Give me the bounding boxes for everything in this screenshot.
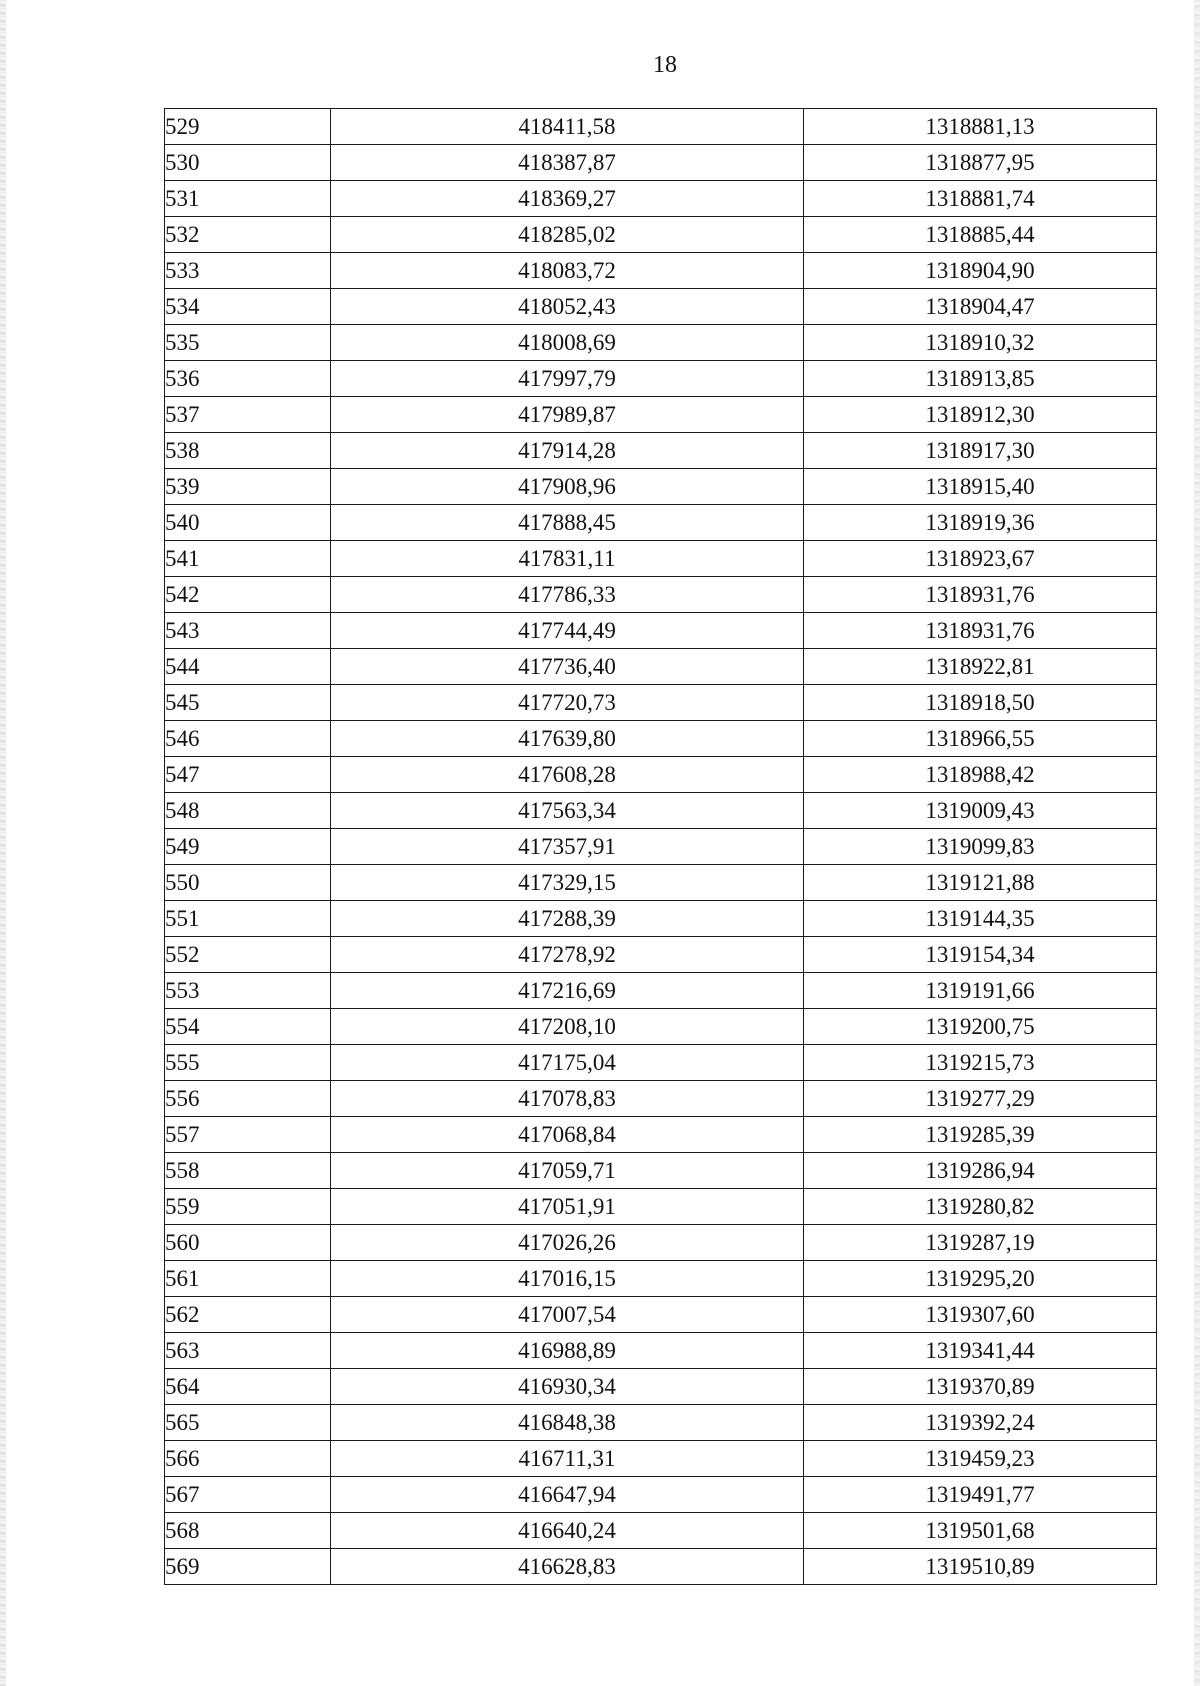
point-number-cell: 530 bbox=[165, 145, 331, 181]
table-row bbox=[165, 433, 1157, 469]
y-coordinate-cell: 1319295,20 bbox=[804, 1261, 1157, 1297]
y-coordinate-cell: 1318881,13 bbox=[804, 109, 1157, 145]
y-coordinate-cell: 1318904,90 bbox=[804, 253, 1157, 289]
table-row bbox=[165, 1045, 1157, 1081]
y-coordinate-cell: 1318931,76 bbox=[804, 577, 1157, 613]
point-number-cell: 564 bbox=[165, 1369, 331, 1405]
table-row bbox=[165, 1261, 1157, 1297]
table-row bbox=[165, 649, 1157, 685]
point-number-cell: 549 bbox=[165, 829, 331, 865]
y-coordinate-cell: 1319285,39 bbox=[804, 1117, 1157, 1153]
x-coordinate-cell: 418369,27 bbox=[331, 181, 804, 217]
point-number-cell: 543 bbox=[165, 613, 331, 649]
y-coordinate-cell: 1318918,50 bbox=[804, 685, 1157, 721]
x-coordinate-cell: 416930,34 bbox=[331, 1369, 804, 1405]
point-number-cell: 559 bbox=[165, 1189, 331, 1225]
table-row bbox=[165, 397, 1157, 433]
point-number-cell: 555 bbox=[165, 1045, 331, 1081]
point-number-cell: 547 bbox=[165, 757, 331, 793]
point-number-cell: 537 bbox=[165, 397, 331, 433]
point-number-cell: 544 bbox=[165, 649, 331, 685]
x-coordinate-cell: 417357,91 bbox=[331, 829, 804, 865]
scan-edge-left bbox=[0, 0, 6, 1686]
y-coordinate-cell: 1319510,89 bbox=[804, 1549, 1157, 1585]
y-coordinate-cell: 1318910,32 bbox=[804, 325, 1157, 361]
table-row bbox=[165, 109, 1157, 145]
table-row bbox=[165, 1333, 1157, 1369]
x-coordinate-cell: 417989,87 bbox=[331, 397, 804, 433]
y-coordinate-cell: 1319341,44 bbox=[804, 1333, 1157, 1369]
x-coordinate-cell: 417563,34 bbox=[331, 793, 804, 829]
y-coordinate-cell: 1319307,60 bbox=[804, 1297, 1157, 1333]
y-coordinate-cell: 1318881,74 bbox=[804, 181, 1157, 217]
point-number-cell: 554 bbox=[165, 1009, 331, 1045]
x-coordinate-cell: 417329,15 bbox=[331, 865, 804, 901]
table-row bbox=[165, 325, 1157, 361]
table-row bbox=[165, 613, 1157, 649]
y-coordinate-cell: 1319200,75 bbox=[804, 1009, 1157, 1045]
x-coordinate-cell: 417639,80 bbox=[331, 721, 804, 757]
table-row bbox=[165, 1153, 1157, 1189]
x-coordinate-cell: 417736,40 bbox=[331, 649, 804, 685]
x-coordinate-cell: 417786,33 bbox=[331, 577, 804, 613]
table-row bbox=[165, 901, 1157, 937]
point-number-cell: 551 bbox=[165, 901, 331, 937]
y-coordinate-cell: 1319154,34 bbox=[804, 937, 1157, 973]
table-row bbox=[165, 1189, 1157, 1225]
x-coordinate-cell: 418008,69 bbox=[331, 325, 804, 361]
table-row bbox=[165, 1369, 1157, 1405]
y-coordinate-cell: 1319370,89 bbox=[804, 1369, 1157, 1405]
point-number-cell: 565 bbox=[165, 1405, 331, 1441]
scan-edge-right bbox=[1194, 0, 1200, 1686]
table-row bbox=[165, 1009, 1157, 1045]
point-number-cell: 560 bbox=[165, 1225, 331, 1261]
x-coordinate-cell: 417026,26 bbox=[331, 1225, 804, 1261]
x-coordinate-cell: 417888,45 bbox=[331, 505, 804, 541]
x-coordinate-cell: 416848,38 bbox=[331, 1405, 804, 1441]
x-coordinate-cell: 417831,11 bbox=[331, 541, 804, 577]
y-coordinate-cell: 1319501,68 bbox=[804, 1513, 1157, 1549]
y-coordinate-cell: 1319009,43 bbox=[804, 793, 1157, 829]
x-coordinate-cell: 416988,89 bbox=[331, 1333, 804, 1369]
y-coordinate-cell: 1318988,42 bbox=[804, 757, 1157, 793]
table-row bbox=[165, 685, 1157, 721]
y-coordinate-cell: 1318915,40 bbox=[804, 469, 1157, 505]
table-row bbox=[165, 145, 1157, 181]
point-number-cell: 540 bbox=[165, 505, 331, 541]
y-coordinate-cell: 1319392,24 bbox=[804, 1405, 1157, 1441]
table-row bbox=[165, 937, 1157, 973]
table-row bbox=[165, 1297, 1157, 1333]
table-row bbox=[165, 1081, 1157, 1117]
point-number-cell: 558 bbox=[165, 1153, 331, 1189]
point-number-cell: 557 bbox=[165, 1117, 331, 1153]
x-coordinate-cell: 418411,58 bbox=[331, 109, 804, 145]
y-coordinate-cell: 1319280,82 bbox=[804, 1189, 1157, 1225]
table-row bbox=[165, 181, 1157, 217]
x-coordinate-cell: 417744,49 bbox=[331, 613, 804, 649]
y-coordinate-cell: 1318912,30 bbox=[804, 397, 1157, 433]
y-coordinate-cell: 1318913,85 bbox=[804, 361, 1157, 397]
table-row bbox=[165, 361, 1157, 397]
point-number-cell: 534 bbox=[165, 289, 331, 325]
table-row bbox=[165, 289, 1157, 325]
coordinates-table-body bbox=[165, 109, 1157, 1585]
y-coordinate-cell: 1319121,88 bbox=[804, 865, 1157, 901]
point-number-cell: 536 bbox=[165, 361, 331, 397]
point-number-cell: 529 bbox=[165, 109, 331, 145]
x-coordinate-cell: 417914,28 bbox=[331, 433, 804, 469]
y-coordinate-cell: 1318922,81 bbox=[804, 649, 1157, 685]
y-coordinate-cell: 1319215,73 bbox=[804, 1045, 1157, 1081]
y-coordinate-cell: 1319144,35 bbox=[804, 901, 1157, 937]
table-row bbox=[165, 1477, 1157, 1513]
point-number-cell: 566 bbox=[165, 1441, 331, 1477]
y-coordinate-cell: 1319491,77 bbox=[804, 1477, 1157, 1513]
x-coordinate-cell: 416640,24 bbox=[331, 1513, 804, 1549]
table-row bbox=[165, 1225, 1157, 1261]
table-row bbox=[165, 829, 1157, 865]
point-number-cell: 561 bbox=[165, 1261, 331, 1297]
table-row bbox=[165, 1513, 1157, 1549]
point-number-cell: 567 bbox=[165, 1477, 331, 1513]
table-row bbox=[165, 541, 1157, 577]
x-coordinate-cell: 417016,15 bbox=[331, 1261, 804, 1297]
table-row bbox=[165, 721, 1157, 757]
point-number-cell: 556 bbox=[165, 1081, 331, 1117]
y-coordinate-cell: 1318966,55 bbox=[804, 721, 1157, 757]
point-number-cell: 541 bbox=[165, 541, 331, 577]
x-coordinate-cell: 417997,79 bbox=[331, 361, 804, 397]
x-coordinate-cell: 418083,72 bbox=[331, 253, 804, 289]
y-coordinate-cell: 1318931,76 bbox=[804, 613, 1157, 649]
x-coordinate-cell: 418285,02 bbox=[331, 217, 804, 253]
y-coordinate-cell: 1319286,94 bbox=[804, 1153, 1157, 1189]
point-number-cell: 533 bbox=[165, 253, 331, 289]
table-row bbox=[165, 865, 1157, 901]
x-coordinate-cell: 417068,84 bbox=[331, 1117, 804, 1153]
table-row bbox=[165, 1441, 1157, 1477]
table-row bbox=[165, 217, 1157, 253]
x-coordinate-cell: 417051,91 bbox=[331, 1189, 804, 1225]
y-coordinate-cell: 1318904,47 bbox=[804, 289, 1157, 325]
x-coordinate-cell: 418387,87 bbox=[331, 145, 804, 181]
page-number: 18 bbox=[653, 52, 677, 78]
y-coordinate-cell: 1319459,23 bbox=[804, 1441, 1157, 1477]
x-coordinate-cell: 416647,94 bbox=[331, 1477, 804, 1513]
y-coordinate-cell: 1318919,36 bbox=[804, 505, 1157, 541]
x-coordinate-cell: 417908,96 bbox=[331, 469, 804, 505]
y-coordinate-cell: 1318917,30 bbox=[804, 433, 1157, 469]
y-coordinate-cell: 1319191,66 bbox=[804, 973, 1157, 1009]
y-coordinate-cell: 1318923,67 bbox=[804, 541, 1157, 577]
x-coordinate-cell: 418052,43 bbox=[331, 289, 804, 325]
x-coordinate-cell: 417208,10 bbox=[331, 1009, 804, 1045]
coordinates-table bbox=[164, 108, 1157, 1585]
x-coordinate-cell: 417007,54 bbox=[331, 1297, 804, 1333]
x-coordinate-cell: 417608,28 bbox=[331, 757, 804, 793]
y-coordinate-cell: 1319099,83 bbox=[804, 829, 1157, 865]
page-header bbox=[0, 0, 1200, 100]
table-row bbox=[165, 757, 1157, 793]
point-number-cell: 563 bbox=[165, 1333, 331, 1369]
y-coordinate-cell: 1318885,44 bbox=[804, 217, 1157, 253]
table-row bbox=[165, 1405, 1157, 1441]
table-row bbox=[165, 1117, 1157, 1153]
point-number-cell: 539 bbox=[165, 469, 331, 505]
point-number-cell: 542 bbox=[165, 577, 331, 613]
point-number-cell: 532 bbox=[165, 217, 331, 253]
table-row bbox=[165, 1549, 1157, 1585]
x-coordinate-cell: 417059,71 bbox=[331, 1153, 804, 1189]
point-number-cell: 535 bbox=[165, 325, 331, 361]
y-coordinate-cell: 1318877,95 bbox=[804, 145, 1157, 181]
point-number-cell: 550 bbox=[165, 865, 331, 901]
y-coordinate-cell: 1319277,29 bbox=[804, 1081, 1157, 1117]
table-row bbox=[165, 253, 1157, 289]
x-coordinate-cell: 417278,92 bbox=[331, 937, 804, 973]
x-coordinate-cell: 417720,73 bbox=[331, 685, 804, 721]
x-coordinate-cell: 417216,69 bbox=[331, 973, 804, 1009]
table-row bbox=[165, 505, 1157, 541]
point-number-cell: 538 bbox=[165, 433, 331, 469]
point-number-cell: 568 bbox=[165, 1513, 331, 1549]
table-row bbox=[165, 973, 1157, 1009]
x-coordinate-cell: 417288,39 bbox=[331, 901, 804, 937]
point-number-cell: 548 bbox=[165, 793, 331, 829]
x-coordinate-cell: 416628,83 bbox=[331, 1549, 804, 1585]
y-coordinate-cell: 1319287,19 bbox=[804, 1225, 1157, 1261]
x-coordinate-cell: 417175,04 bbox=[331, 1045, 804, 1081]
table-row bbox=[165, 577, 1157, 613]
point-number-cell: 562 bbox=[165, 1297, 331, 1333]
point-number-cell: 546 bbox=[165, 721, 331, 757]
point-number-cell: 552 bbox=[165, 937, 331, 973]
point-number-cell: 553 bbox=[165, 973, 331, 1009]
x-coordinate-cell: 417078,83 bbox=[331, 1081, 804, 1117]
x-coordinate-cell: 416711,31 bbox=[331, 1441, 804, 1477]
table-row bbox=[165, 793, 1157, 829]
point-number-cell: 531 bbox=[165, 181, 331, 217]
point-number-cell: 569 bbox=[165, 1549, 331, 1585]
point-number-cell: 545 bbox=[165, 685, 331, 721]
table-row bbox=[165, 469, 1157, 505]
